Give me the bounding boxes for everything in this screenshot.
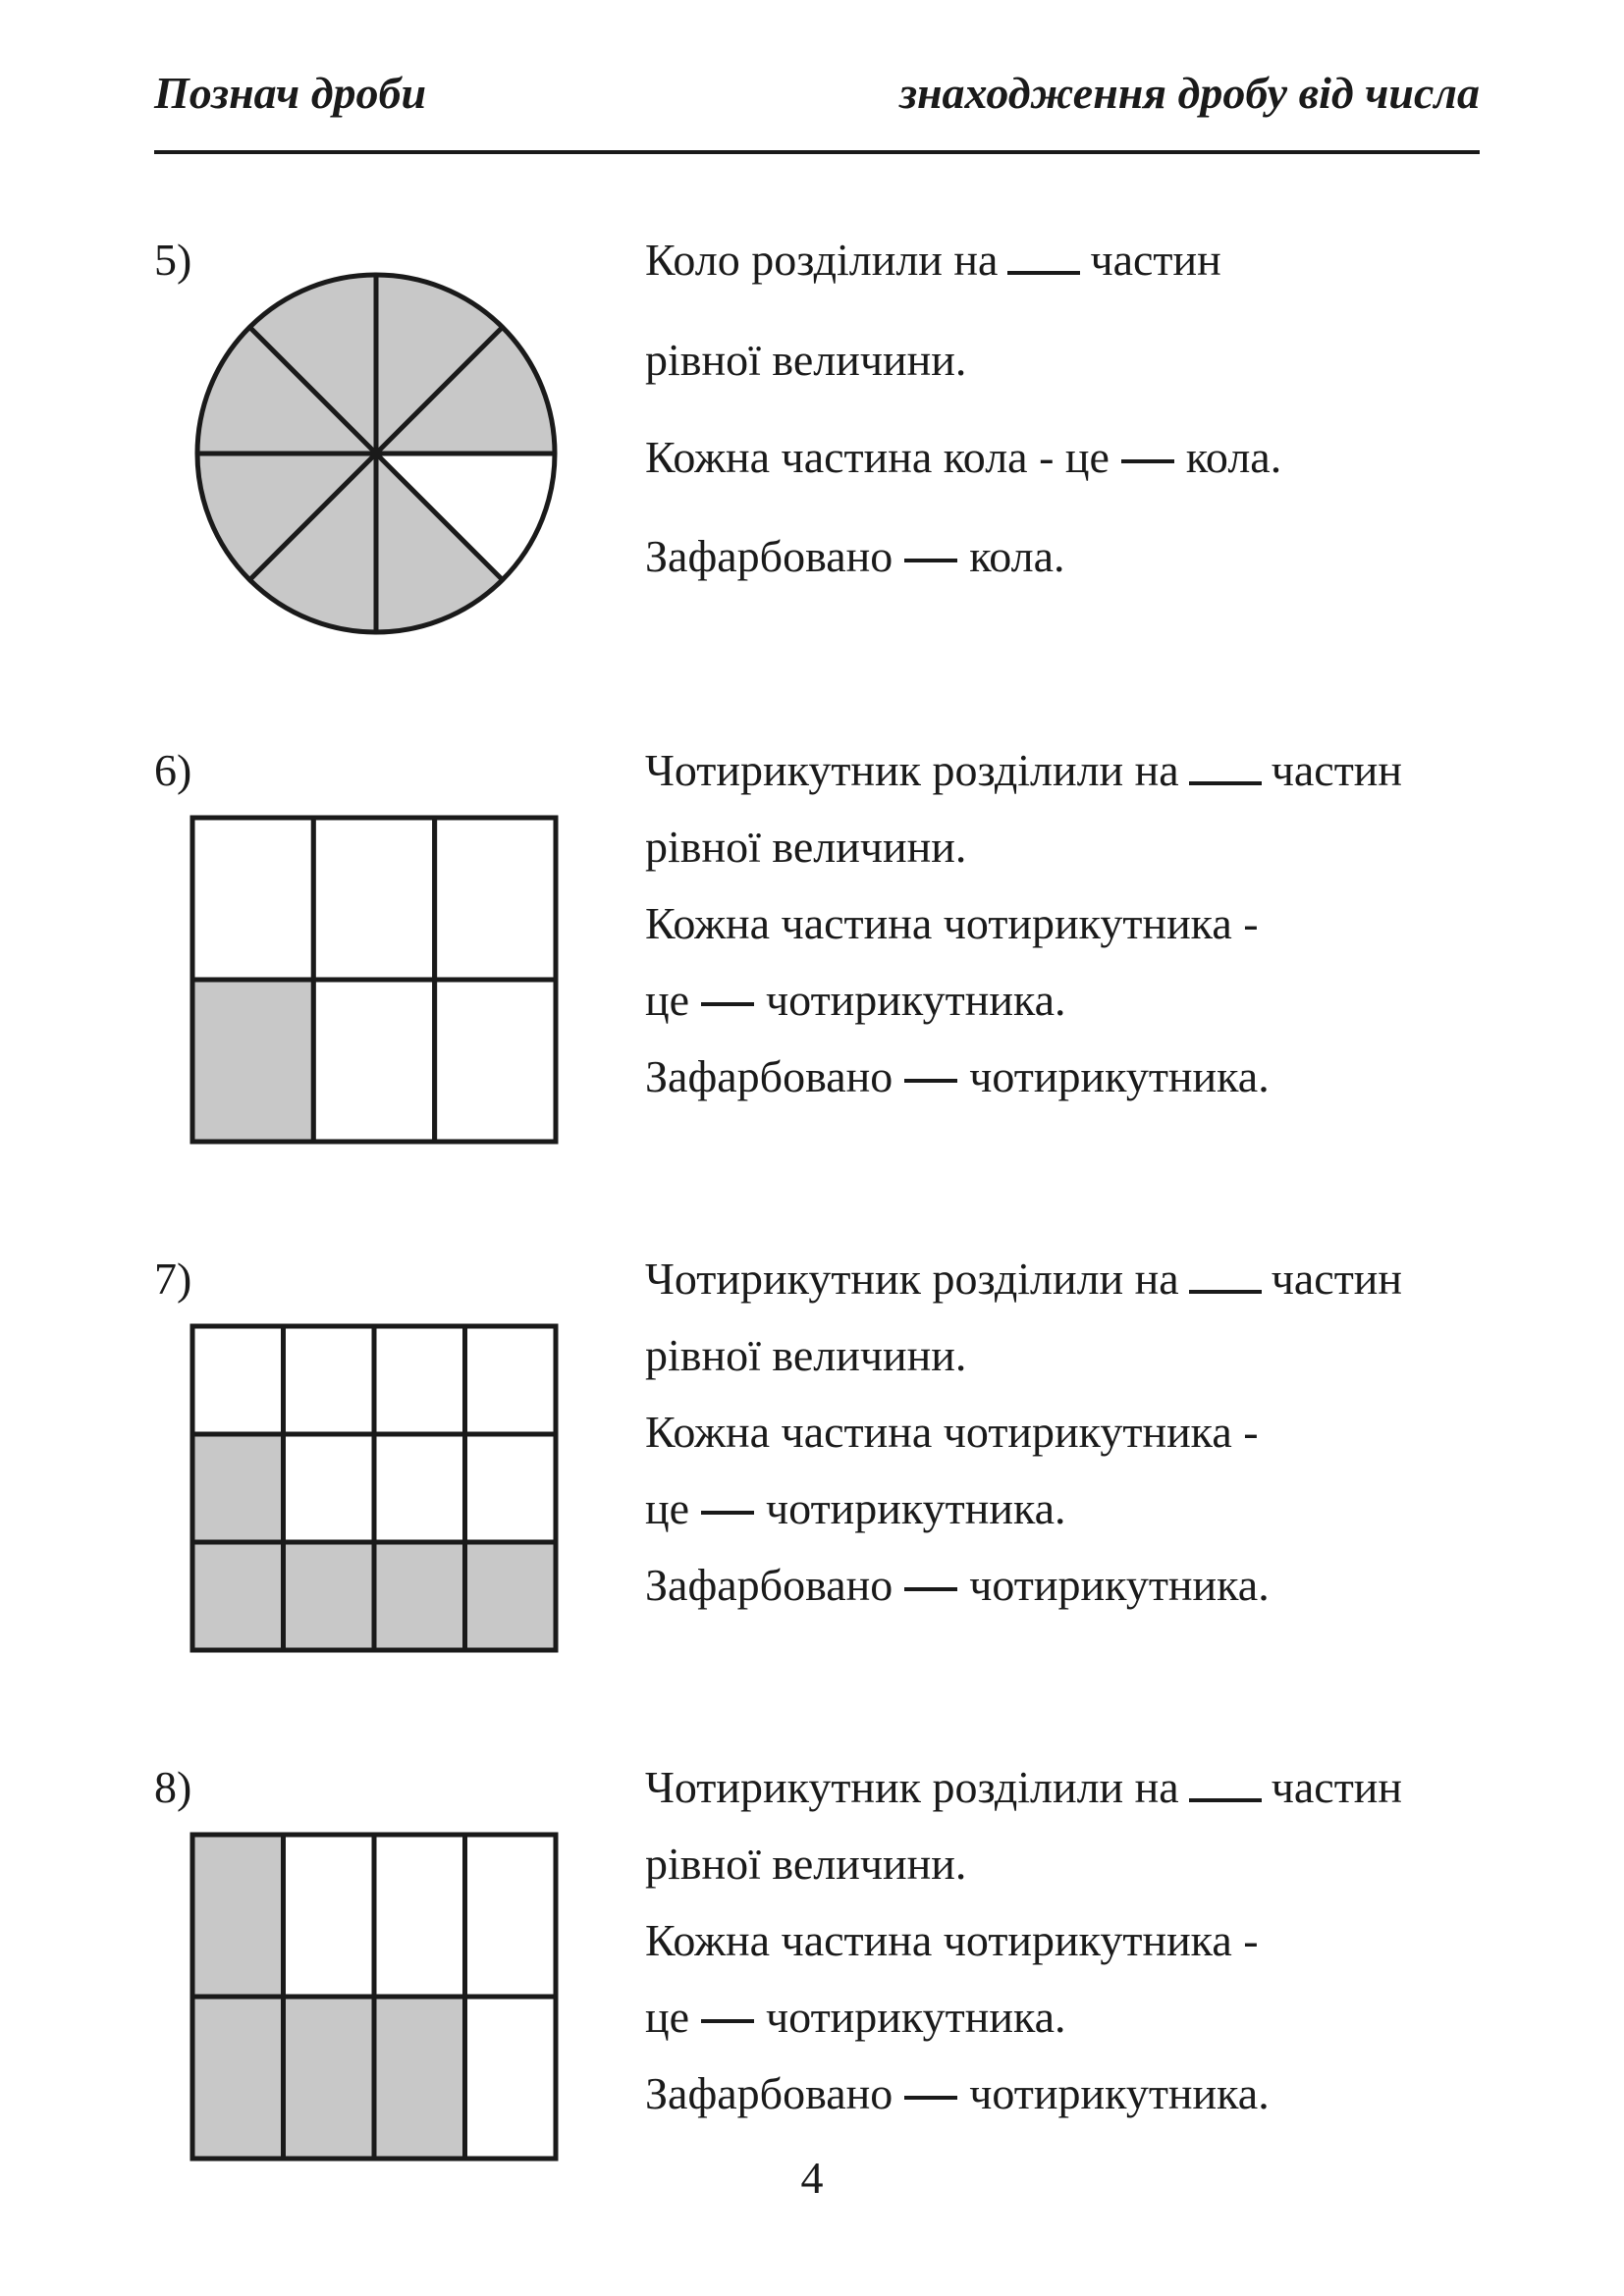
- exercise-6-line-1-text: Чотирикутник розділили на: [645, 745, 1179, 795]
- exercise-5-line-2: [645, 335, 967, 385]
- answer-blank: [1189, 1284, 1262, 1294]
- exercise-5-line-3-text: Кожна частина кола - це: [645, 432, 1110, 482]
- shaded-cell: [192, 1835, 284, 1997]
- exercise-8-line-4-tail: чотирикутника.: [766, 1992, 1066, 2042]
- exercise-8-line-5-text: Зафарбовано: [645, 2068, 893, 2118]
- unshaded-cell: [192, 818, 313, 980]
- exercise-8-line-5: [645, 2068, 1270, 2118]
- exercise-6-line-3-text: Кожна частина чотирикутника -: [645, 898, 1259, 948]
- fraction-blank: [904, 1079, 957, 1083]
- exercise-6-line-3: [645, 898, 1259, 948]
- exercise-5-line-1-tail: частин: [1090, 235, 1221, 285]
- exercise-8-line-5-tail: чотирикутника.: [969, 2068, 1270, 2118]
- answer-blank: [1007, 265, 1080, 275]
- shaded-cell: [192, 1542, 284, 1650]
- fraction-blank: [701, 1002, 754, 1006]
- exercise-6-line-1: [645, 745, 1403, 795]
- unshaded-cell: [192, 1326, 284, 1434]
- exercise-5-circle-figure: [189, 267, 563, 640]
- exercise-7-line-1-text: Чотирикутник розділили на: [645, 1254, 1179, 1304]
- exercise-7-line-1: [645, 1256, 1402, 1302]
- unshaded-cell: [465, 1326, 557, 1434]
- fraction-blank: [904, 1587, 957, 1591]
- answer-blank: [1189, 775, 1262, 785]
- unshaded-cell: [374, 1434, 465, 1542]
- unshaded-cell: [435, 980, 556, 1142]
- unshaded-cell: [465, 1997, 557, 2159]
- header-divider: [154, 150, 1480, 154]
- fraction-blank: [701, 2019, 754, 2023]
- exercise-6-line-2: [645, 822, 967, 872]
- unshaded-cell: [284, 1434, 375, 1542]
- exercise-8-line-1-text: Чотирикутник розділили на: [645, 1762, 1179, 1812]
- unshaded-cell: [313, 818, 434, 980]
- exercise-7-line-5-tail: чотирикутника.: [969, 1560, 1270, 1610]
- exercise-5-line-4: [645, 531, 1065, 581]
- exercise-7-line-5-text: Зафарбовано: [645, 1560, 893, 1610]
- exercise-5-line-4-text: Зафарбовано: [645, 531, 893, 581]
- exercise-7-number: 7): [154, 1254, 192, 1304]
- exercise-5-line-1: [645, 235, 1221, 285]
- exercise-5-line-3: [645, 432, 1282, 482]
- exercise-7-line-1-tail: частин: [1271, 1254, 1403, 1304]
- header-section-title: знаходження дробу від числа: [899, 68, 1480, 118]
- exercise-8-line-4-text: це: [645, 1992, 690, 2042]
- unshaded-cell: [465, 1434, 557, 1542]
- header-topic-title: Познач дроби: [154, 68, 427, 118]
- exercise-8-line-1-tail: частин: [1271, 1762, 1403, 1812]
- shaded-cell: [192, 980, 313, 1142]
- exercise-6-line-1-tail: частин: [1271, 745, 1403, 795]
- shaded-cell: [284, 1997, 375, 2159]
- exercise-7-line-4-text: це: [645, 1483, 690, 1533]
- exercise-6-grid-figure: [189, 815, 559, 1145]
- exercise-6-line-4-tail: чотирикутника.: [766, 975, 1066, 1025]
- fraction-blank: [904, 559, 957, 562]
- unshaded-cell: [435, 818, 556, 980]
- exercise-8-line-3-text: Кожна частина чотирикутника -: [645, 1915, 1259, 1965]
- shaded-cell: [465, 1542, 557, 1650]
- fraction-blank: [904, 2096, 957, 2100]
- exercise-5-line-2-text: рівної величини.: [645, 335, 967, 385]
- exercise-8-grid-figure: [189, 1832, 559, 2162]
- shaded-cell: [374, 1542, 465, 1650]
- exercise-5-line-4-tail: кола.: [969, 531, 1065, 581]
- exercise-6-line-4-text: це: [645, 975, 690, 1025]
- unshaded-cell: [284, 1326, 375, 1434]
- exercise-7-line-2: [645, 1330, 967, 1380]
- exercise-6-line-5-text: Зафарбовано: [645, 1051, 893, 1101]
- exercise-6-line-5: [645, 1051, 1270, 1101]
- exercise-6-number: 6): [154, 745, 192, 795]
- exercise-7-line-3: [645, 1407, 1259, 1457]
- exercise-8-line-4: [645, 1992, 1066, 2042]
- exercise-6-line-5-tail: чотирикутника.: [969, 1051, 1270, 1101]
- unshaded-cell: [465, 1835, 557, 1997]
- exercise-8-line-2: [645, 1839, 967, 1889]
- page-number: 4: [800, 2153, 824, 2203]
- exercise-7-line-4: [645, 1483, 1066, 1533]
- exercise-7-line-4-tail: чотирикутника.: [766, 1483, 1066, 1533]
- exercise-5-line-3-tail: кола.: [1185, 432, 1282, 482]
- fraction-blank: [701, 1511, 754, 1515]
- unshaded-cell: [374, 1835, 465, 1997]
- exercise-7-grid-figure: [189, 1323, 559, 1653]
- exercise-7-line-3-text: Кожна частина чотирикутника -: [645, 1407, 1259, 1457]
- exercise-8-line-3: [645, 1915, 1259, 1965]
- shaded-cell: [374, 1997, 465, 2159]
- exercise-5-number: 5): [154, 235, 192, 285]
- answer-blank: [1189, 1792, 1262, 1802]
- exercise-6-line-4: [645, 975, 1066, 1025]
- fraction-blank: [1121, 459, 1174, 463]
- unshaded-cell: [374, 1326, 465, 1434]
- exercise-7-line-2-text: рівної величини.: [645, 1330, 967, 1380]
- shaded-cell: [192, 1434, 284, 1542]
- exercise-8-line-2-text: рівної величини.: [645, 1839, 967, 1889]
- exercise-5-line-1-text: Коло розділили на: [645, 235, 999, 285]
- exercise-8-line-1: [645, 1762, 1403, 1812]
- exercise-7-line-5: [645, 1560, 1270, 1610]
- unshaded-cell: [284, 1835, 375, 1997]
- shaded-cell: [284, 1542, 375, 1650]
- exercise-8-number: 8): [154, 1762, 192, 1812]
- unshaded-cell: [313, 980, 434, 1142]
- exercise-6-line-2-text: рівної величини.: [645, 822, 967, 872]
- shaded-cell: [192, 1997, 284, 2159]
